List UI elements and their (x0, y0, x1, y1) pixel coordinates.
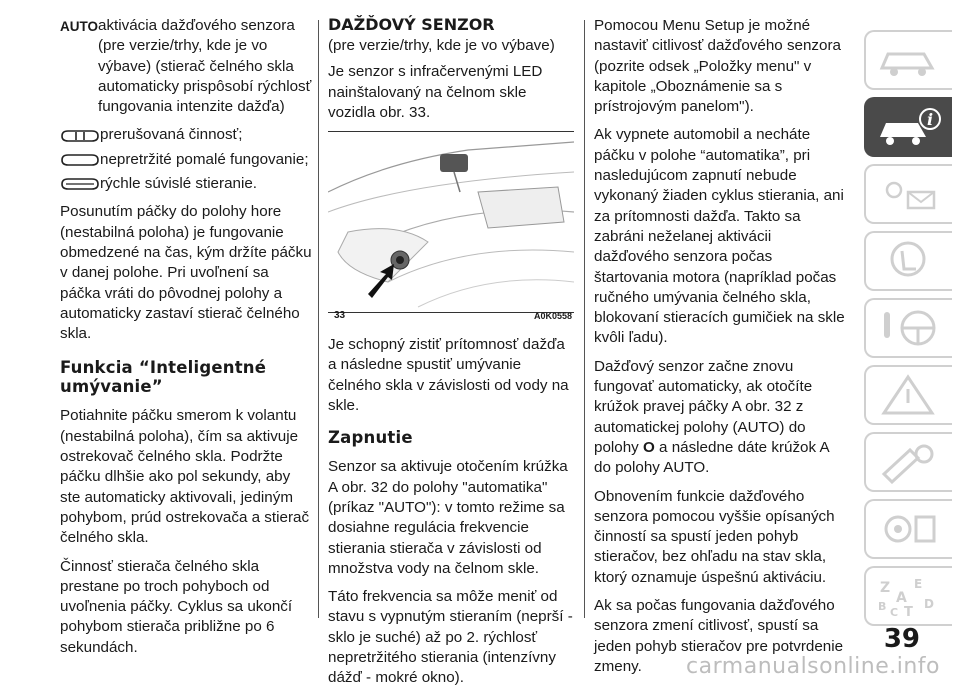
auto-key-label: AUTO (60, 19, 99, 34)
paragraph: Obnovením funkcie dažďového senzora pomocou vyššie opísaných činností sa spustí jeden pohyb stieračov, bez ohľadu na stav skla, ktorý oznamuje úspešnú aktiváciu. (594, 487, 835, 586)
paragraph: Činnosť stierača čelného skla prestane po troch pohyboch od uvoľnenia páčky. Cyklus sa ukončí pohybom stierača približne po 6 sekundách. (60, 557, 293, 656)
intermittent-wiper-icon (60, 129, 100, 143)
paragraph: Pomocou Menu Setup je možné nastaviť citlivosť dažďového senzora (pozrite odsek „Položky menu" v kapitole „Oboznámenie sa s prístrojovým panelom"). (594, 17, 841, 116)
key-steering-icon (874, 306, 944, 350)
text-span: Dažďový senzor začne znovu fungovať automaticky, ak otočíte krúžok pravej páčky A obr. 32 z automatickej polohy (AUTO) do polohy (594, 357, 813, 456)
slow-wiper-icon (60, 153, 100, 167)
car-dashboard-icon (874, 38, 944, 82)
paragraph: Je senzor s infračervenými LED nainštalovaný na čelnom skle vozidla obr. 33. (328, 63, 543, 121)
section-heading: Funkcia “Inteligentné umývanie” (60, 358, 267, 397)
slow-item (60, 150, 312, 170)
column-divider (584, 20, 585, 618)
windshield-illustration (328, 132, 574, 312)
subheading: (pre verzie/trhy, kde je vo výbave) (328, 37, 555, 54)
fast-item (60, 174, 312, 194)
svg-text:E: E (914, 577, 923, 591)
svg-text:T: T (904, 605, 913, 618)
tab-technical-data[interactable] (864, 499, 952, 559)
section-heading: DAŽĎOVÝ SENZOR (328, 15, 495, 34)
column-2 (328, 16, 574, 697)
svg-text:B: B (878, 600, 887, 613)
chapter-sidebar (864, 30, 956, 633)
intermittent-item (60, 125, 312, 145)
tab-safety[interactable] (864, 231, 952, 291)
position-o-label: O (642, 438, 655, 456)
section-heading: Zapnutie (328, 428, 413, 448)
tab-emergency[interactable] (864, 365, 952, 425)
tab-dashboard[interactable] (864, 30, 952, 90)
seat-safety-icon (874, 239, 944, 283)
paragraph: Táto frekvencia sa môže meniť od stavu s vypnutým stieraním (neprší - sklo je suché) až po 2. rýchlosť nepretržitého stierania (intenzívny dážď - mokré okno). (328, 588, 573, 687)
figure-rain-sensor (328, 131, 574, 321)
auto-description: aktivácia dažďového senzora (pre verzie/trhy, kde je vo výbave) (stierač čelného skla automaticky prispôsobí rýchlosť fungovania intenzite dažďa) (98, 17, 312, 116)
tab-car-info[interactable] (864, 97, 952, 157)
svg-text:A: A (896, 590, 907, 606)
tab-warning-lights[interactable] (864, 164, 952, 224)
tab-index[interactable] (864, 566, 952, 626)
intermittent-text: prerušovaná činnosť; (100, 126, 243, 144)
paragraph: Potiahnite páčku smerom k volantu (nestabilná poloha), čím sa aktivuje ostrekovač čelného skla. Podržte páčku dlhšie ako pol sekundy, aby ste automaticky aktivovali, jediným pohybom, prúd ostrekovača a stierač čelného skla. (60, 407, 310, 547)
paragraph: Je schopný zistiť prítomnosť dažďa a následne spustiť umývanie čelného skla v závislosti od vody na skle. (328, 336, 569, 415)
paragraph: Ak vypnete automobil a necháte páčku v polohe “automatika”, pri nasledujúcom zapnutí nebude vykonaný žiaden cyklus stierania, ani za prítomnosti dažďa. Takto sa zabráni neželanej aktivácii dažďového senzora počas štartovania motora (napríklad počas ručného umývania čelného skla, blokovaní stieracích gumičiek na skle kvôli ľadu). (594, 126, 845, 347)
svg-text:Z: Z (880, 580, 891, 596)
text-span: a následne dáte krúžok A do polohy AUTO. (594, 438, 829, 477)
index-icon (874, 574, 944, 618)
warning-lights-icon (874, 172, 944, 216)
page-number: 39 (883, 624, 920, 654)
emergency-icon (874, 373, 944, 417)
auto-item (60, 16, 312, 117)
svg-text:i: i (926, 110, 934, 129)
car-info-icon (874, 105, 944, 149)
tab-maintenance[interactable] (864, 432, 952, 492)
maintenance-icon (874, 440, 944, 484)
paragraph: Ak sa počas fungovania dažďového senzora zmení citlivosť, spustí sa jeden pohyb stieračov pre potvrdenie zmeny. (594, 597, 844, 675)
slow-text: nepretržité pomalé fungovanie; (100, 150, 309, 168)
fast-wiper-icon (60, 177, 100, 191)
svg-text:D: D (924, 597, 934, 611)
fast-text: rýchle súvislé stieranie. (100, 175, 257, 193)
technical-data-icon (874, 507, 944, 551)
figure-number: 33 (334, 309, 346, 321)
column-3 (594, 16, 846, 685)
paragraph: Posunutím páčky do polohy hore (nestabilná poloha) je fungovanie obmedzené na čas, kým držíte páčku v danej polohe. Pri uvoľnení sa páčka vráti do pôvodnej polohy a automaticky zastaví stierač čelného skla. (60, 203, 312, 343)
paragraph (594, 357, 846, 479)
watermark: carmanualsonline.info (686, 654, 940, 679)
paragraph: Senzor sa aktivuje otočením krúžka A obr. 32 do polohy "automatika" (príkaz "AUTO"): v tomto režime sa dosiahne regulácia frekvencie stierania stierača v závislosti od množstva vody na čelnom skle. (328, 458, 568, 577)
tab-starting[interactable] (864, 298, 952, 358)
column-divider (318, 20, 319, 618)
svg-text:C: C (890, 606, 899, 618)
figure-code: A0K0558 (533, 310, 572, 321)
column-1 (60, 16, 312, 666)
